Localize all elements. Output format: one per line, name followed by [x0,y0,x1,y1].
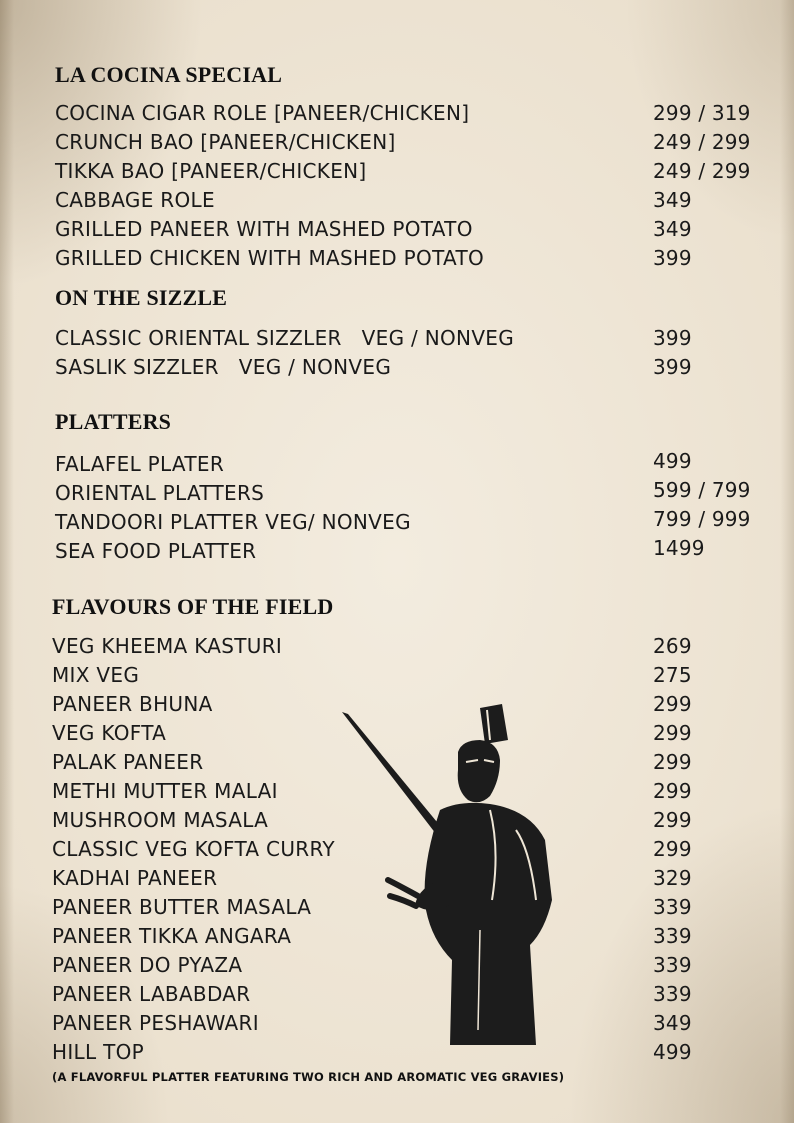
item-price: 349 [653,188,692,212]
item-name: ORIENTAL PLATTERS [55,481,265,505]
menu-item [0,188,794,217]
menu-item [0,634,794,663]
menu-item [0,536,794,568]
item-price: 499 [653,449,692,473]
item-name: TIKKA BAO [PANEER/CHICKEN] [55,159,367,183]
item-price: 299 [653,692,692,716]
item-note: (A FLAVORFUL PLATTER FEATURING TWO RICH AND AROMATIC VEG GRAVIES) [52,1070,565,1084]
item-price: 269 [653,634,692,658]
item-price: 1499 [653,536,705,560]
menu-item [0,101,794,130]
item-name: GRILLED PANEER WITH MASHED POTATO [55,217,473,241]
item-price: 599 / 799 [653,478,751,502]
item-name: GRILLED CHICKEN WITH MASHED POTATO [55,246,485,270]
item-name: HILL TOP [52,1040,144,1064]
item-name: VEG KHEEMA KASTURI [52,634,283,658]
menu-item [0,159,794,188]
item-name: PANEER DO PYAZA [52,953,243,977]
item-name: COCINA CIGAR ROLE [PANEER/CHICKEN] [55,101,470,125]
item-price: 329 [653,866,692,890]
item-price: 299 [653,837,692,861]
item-price: 339 [653,924,692,948]
item-price: 275 [653,663,692,687]
item-name: PANEER TIKKA ANGARA [52,924,292,948]
item-price: 799 / 999 [653,507,751,531]
item-price: 339 [653,895,692,919]
item-name: VEG KOFTA [52,721,167,745]
item-price: 339 [653,953,692,977]
item-name: TANDOORI PLATTER VEG/ NONVEG [55,510,411,534]
section-title: ON THE SIZZLE [55,285,228,310]
item-name: CLASSIC ORIENTAL SIZZLER VEG / NONVEG [55,326,515,350]
item-name: KADHAI PANEER [52,866,218,890]
chef-with-sword-icon [340,700,560,1045]
item-name: METHI MUTTER MALAI [52,779,278,803]
item-price: 299 [653,779,692,803]
item-price: 349 [653,1011,692,1035]
item-name: SEA FOOD PLATTER [55,539,257,563]
menu-item [0,217,794,246]
item-name: PANEER BHUNA [52,692,213,716]
item-price: 339 [653,982,692,1006]
item-price: 249 / 299 [653,159,751,183]
menu-item [0,246,794,275]
item-price: 299 [653,750,692,774]
section-title: FLAVOURS OF THE FIELD [52,594,334,619]
menu-item [0,478,794,510]
item-name: PANEER PESHAWARI [52,1011,259,1035]
item-price: 499 [653,1040,692,1064]
item-name: MIX VEG [52,663,140,687]
menu-item [0,130,794,159]
item-name: PANEER LABABDAR [52,982,251,1006]
item-name: CRUNCH BAO [PANEER/CHICKEN] [55,130,396,154]
item-price: 399 [653,355,692,379]
menu-item [0,507,794,539]
menu-item [0,355,794,384]
menu-item [0,663,794,692]
item-price: 249 / 299 [653,130,751,154]
item-name: CLASSIC VEG KOFTA CURRY [52,837,335,861]
section-title: PLATTERS [55,409,172,434]
item-price: 399 [653,326,692,350]
section-title: LA COCINA SPECIAL [55,62,283,87]
item-name: PANEER BUTTER MASALA [52,895,312,919]
item-price: 299 / 319 [653,101,751,125]
item-price: 299 [653,721,692,745]
menu-item [0,449,794,481]
item-price: 349 [653,217,692,241]
item-name: MUSHROOM MASALA [52,808,269,832]
item-name: FALAFEL PLATER [55,452,225,476]
item-name: PALAK PANEER [52,750,204,774]
item-name: SASLIK SIZZLER VEG / NONVEG [55,355,392,379]
item-price: 399 [653,246,692,270]
menu-item [0,326,794,355]
item-price: 299 [653,808,692,832]
item-name: CABBAGE ROLE [55,188,215,212]
